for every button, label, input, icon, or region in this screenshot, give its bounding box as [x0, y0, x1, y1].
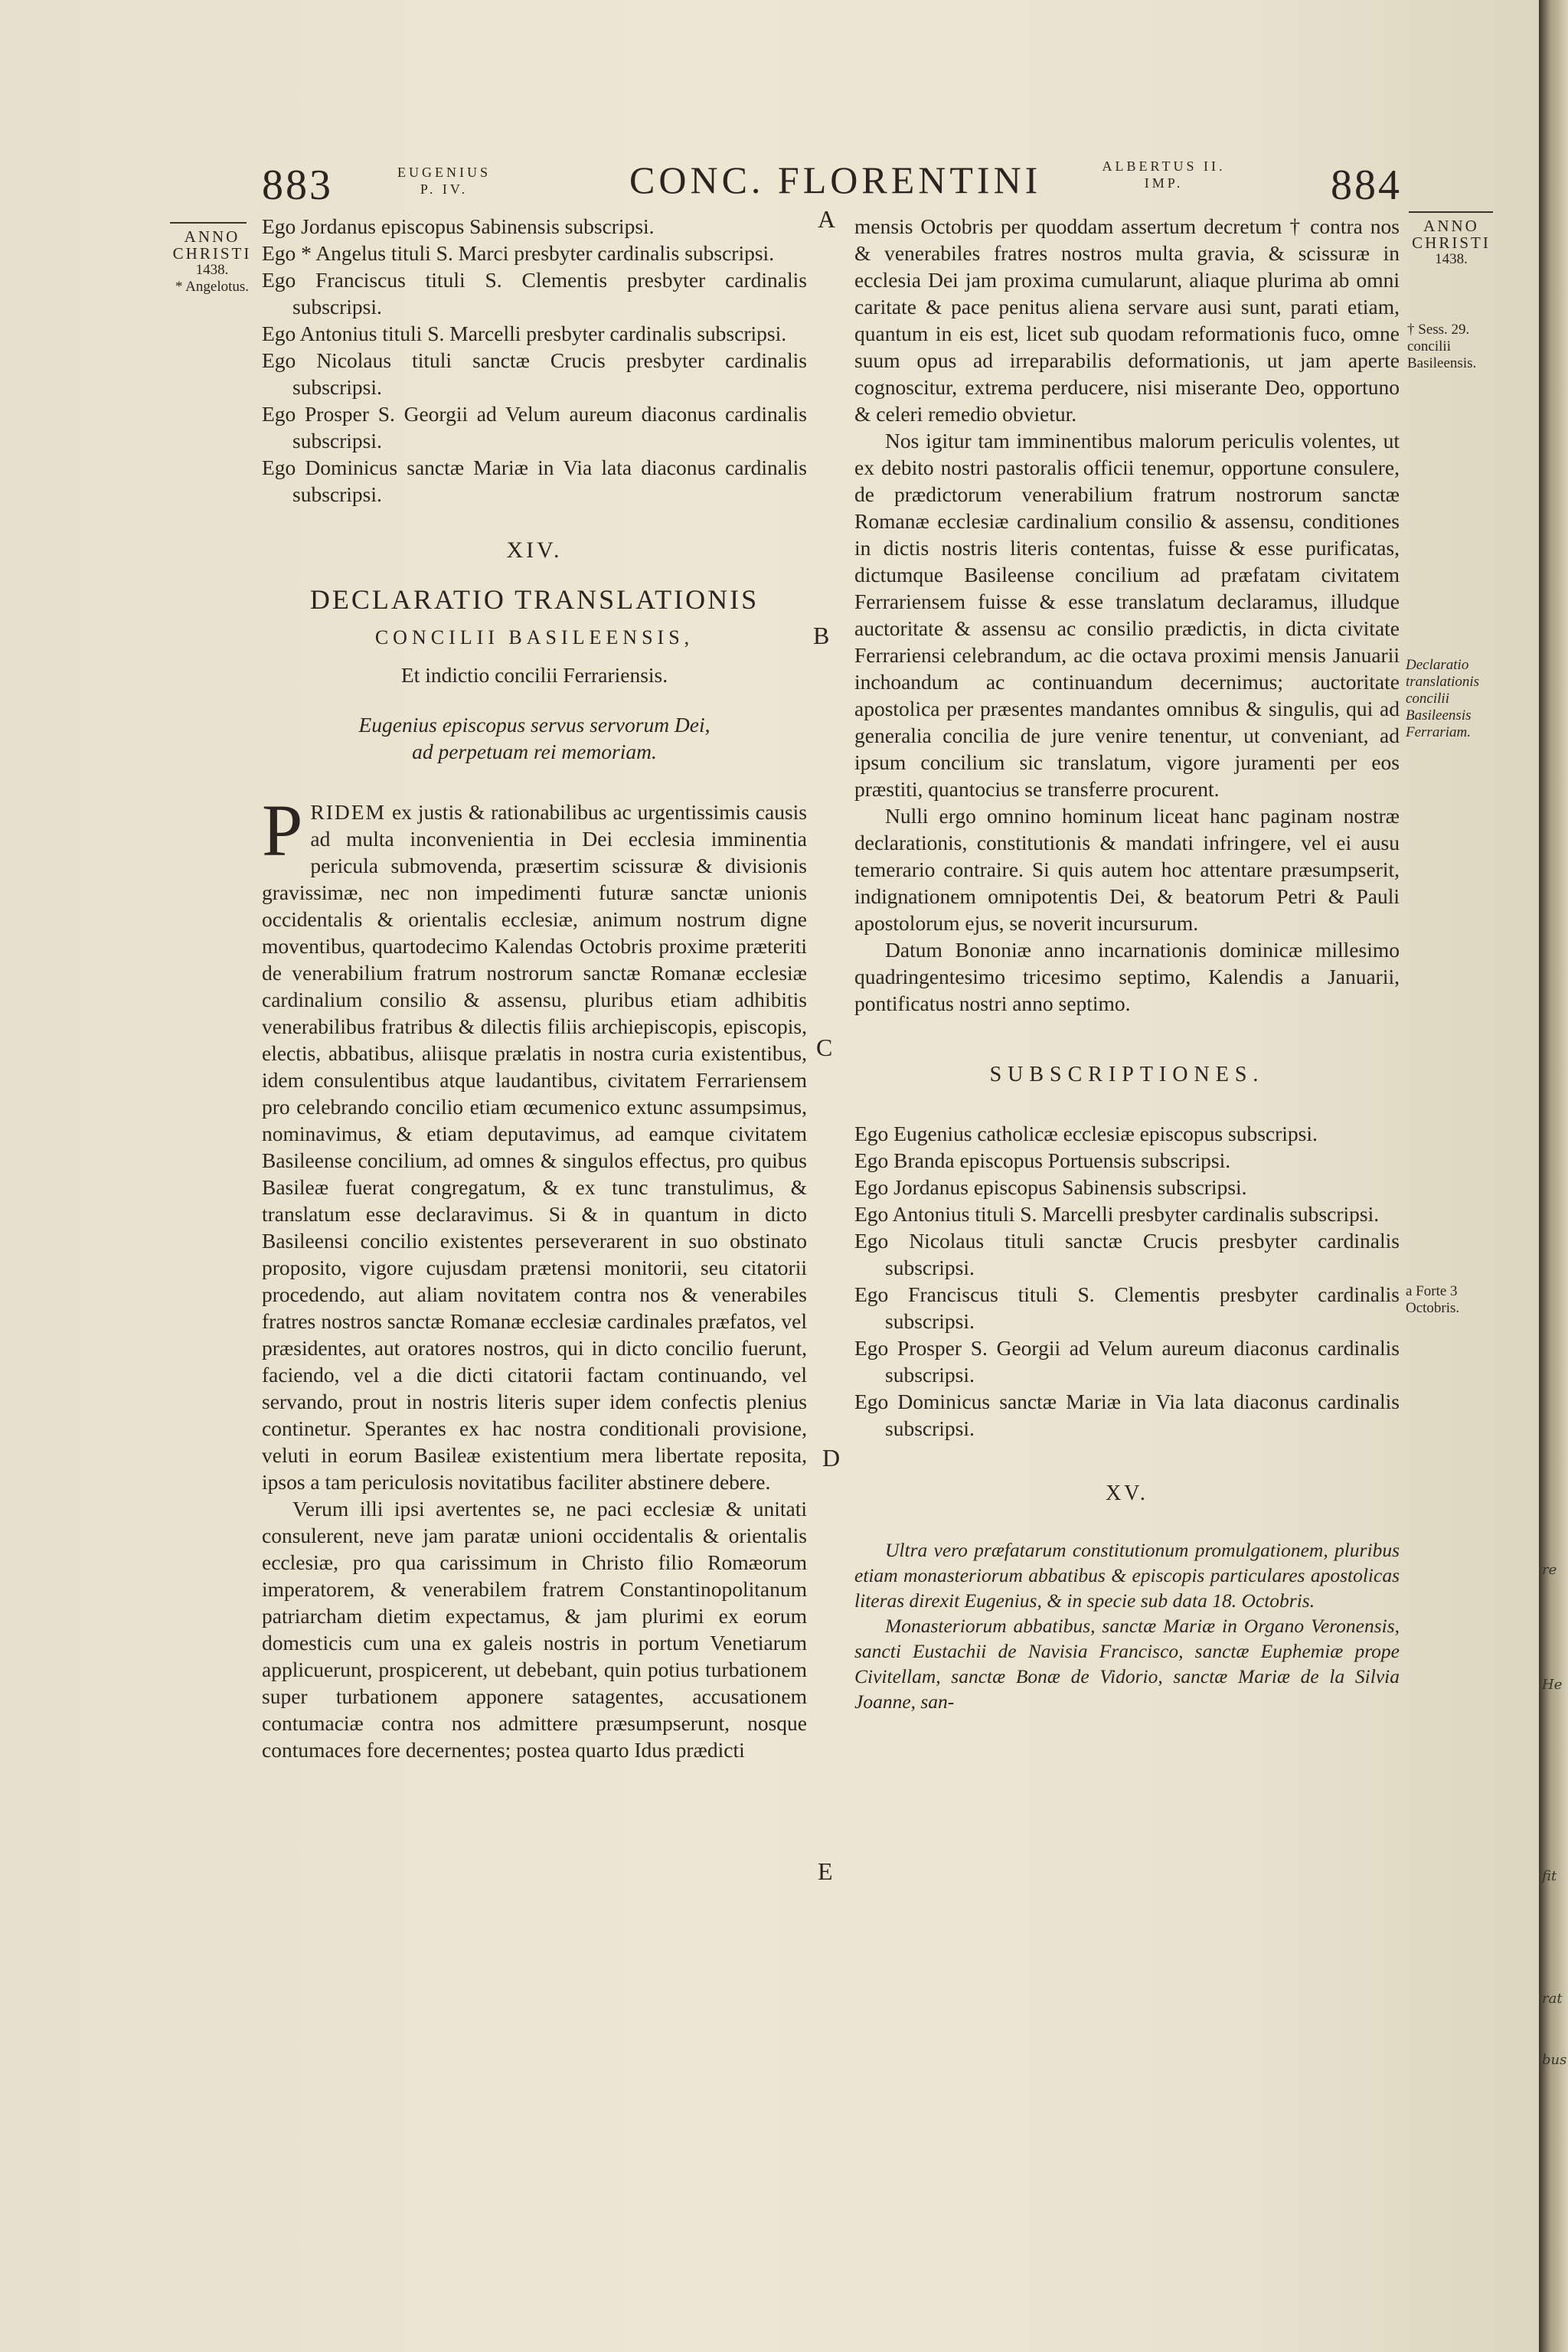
section-number-xv: XV.	[1106, 1481, 1148, 1505]
subscription-line: Ego Franciscus tituli S. Clementis presbyter cardinalis subscripsi.	[262, 268, 807, 318]
right-column	[854, 213, 1400, 1714]
margin-anno-right: ANNO	[1423, 217, 1479, 235]
margin-christi-right: CHRISTI	[1412, 234, 1491, 252]
subscription-line: Ego Dominicus sanctæ Mariæ in Via lata diaconus cardinalis subscripsi.	[854, 1390, 1400, 1440]
page-title: CONC. FLORENTINI	[629, 158, 1042, 201]
margin-footnote-left: * Angelotus.	[175, 279, 250, 295]
margin-note-sess: † Sess. 29. concilii Basileensis.	[1407, 322, 1477, 371]
edge-fragment: rat	[1542, 1991, 1563, 2007]
subscription-line: Ego Nicolaus tituli sanctæ Crucis presbyter cardinalis subscripsi.	[262, 348, 807, 399]
edge-fragment: bus	[1542, 2052, 1567, 2068]
left-column	[262, 213, 807, 1763]
margin-note-left	[170, 228, 254, 296]
section-letter-b: B	[813, 622, 830, 649]
margin-year-right: 1438.	[1435, 251, 1468, 267]
section-heading: DECLARATIO TRANSLATIONIS	[309, 584, 760, 615]
section-subheading: CONCILII BASILEENSIS,	[374, 626, 694, 648]
section-subtitle: Et indictio concilii Ferrariensis.	[400, 663, 668, 687]
subscription-line: Ego * Angelus tituli S. Marci presbyter cardinalis subscripsi.	[262, 241, 775, 265]
margin-note-declaratio: Declaratio translationis concilii Basileensis Ferrariam.	[1406, 657, 1480, 740]
subscriptions-heading: SUBSCRIPTIONES.	[989, 1063, 1265, 1086]
subscription-line: Ego Nicolaus tituli sanctæ Crucis presbyter cardinalis subscripsi.	[854, 1229, 1400, 1279]
body-paragraph: Nos igitur tam imminentibus malorum periculis volentes, ut ex debito nostri pastoralis officii tenemur, opportune consulere, de prædictorum venerabilium fratrum nostrorum sanctæ Romanæ ecclesiæ cardinalium consilio & assensu, conditiones in dictis nostris literis contentas, fuisse & esse purificatas, dictumque Basileense concilium ad præfatam civitatem Ferrariensem fuisse & esse translatum declaramus, illudque auctoritate & assensu ac consilio prædictis, in dicta civitate Ferrariensi celebrandum, ac die octava proximi mensis Januarii inchoandum ac continuandum decernimus; auctoritate apostolica per præsentes mandantes omnibus & singulis, qui ad generalia concilia de jure venire tenentur, ut conveniant, ad ipsum concilium sic translatum, vigore juramenti per eos præstiti, quantocius se transferre procurent.	[854, 429, 1400, 801]
section-letter-d: D	[822, 1444, 841, 1472]
italic-paragraph: Ultra vero præfatarum constitutionum promulgationem, pluribus etiam monasteriorum abbatibus & episcopis particulares apostolicas literas direxit Eugenius, & in specie sub data 18. Octobris.	[854, 1539, 1400, 1612]
running-head-right	[1095, 158, 1233, 191]
page-number-right: 884	[1331, 162, 1402, 209]
margin-note-forte: a Forte 3 Octobris.	[1406, 1283, 1460, 1316]
margin-year-left: 1438.	[195, 262, 229, 278]
salutation-line1: Eugenius episcopus servus servorum Dei,	[358, 713, 710, 737]
subscription-line: Ego Dominicus sanctæ Mariæ in Via lata diaconus cardinalis subscripsi.	[262, 456, 807, 506]
running-head-left-line1: EUGENIUS	[397, 165, 491, 180]
subscription-line: Ego Prosper S. Georgii ad Velum aureum diaconus cardinalis subscripsi.	[262, 402, 807, 452]
section-number-xiv: XIV.	[506, 537, 563, 563]
edge-fragment: fit	[1542, 1868, 1557, 1884]
running-head-left	[383, 164, 505, 198]
dating-clause: Datum Bononiæ anno incarnationis dominicæ millesimo quadringentesimo tricesimo septimo, Kalendis a Januarii, pontificatus nostri anno septimo.	[854, 938, 1400, 1015]
edge-fragment: re	[1542, 1562, 1557, 1578]
margin-anno-left: ANNO	[184, 227, 240, 246]
running-head-right-line1: ALBERTUS II.	[1102, 158, 1226, 174]
section-letter-e: E	[818, 1857, 833, 1885]
subscription-line: Ego Jordanus episcopus Sabinensis subscripsi.	[854, 1175, 1247, 1199]
italic-paragraph: Monasteriorum abbatibus, sanctæ Mariæ in Organo Veronensis, sancti Eustachii de Navisia Francisco, sanctæ Euphemiæ prope Civitellam, sanctæ Bonæ de Vidorio, sanctæ Mariæ de la Silvia Joanne, san-	[854, 1615, 1400, 1713]
drop-cap: P	[262, 789, 303, 871]
running-head-left-line2: P. IV.	[420, 181, 469, 197]
margin-rule-right	[1409, 211, 1493, 213]
first-word: RIDEM	[310, 800, 387, 824]
body-paragraph: mensis Octobris per quoddam assertum decretum † contra nos & venerabiles fratres nostros multa gravia, & scissuræ in ecclesia Dei jam proxima cumularunt, aliaque plurima ab omni caritate & pace penitus aliena servare ausi sunt, parati etiam, quantum in eis est, licet sub quodam reformationis fuco, omne suum opus ad irreparabilis deformationis, ut jam aperte cognoscitur, extrema perducere, nisi miserante Deo, opportuno & celeri remedio obvietur.	[854, 214, 1400, 426]
margin-note-right-year	[1407, 217, 1495, 268]
body-paragraph: Verum illi ipsi avertentes se, ne paci ecclesiæ & unitati consulerent, neve jam paratæ unioni occidentalis & orientalis ecclesiæ, pro qua carissimum in Christo filio Romæorum imperatorem, & venerabilem fratrem Constantinopolitanum patriarcham dietim expectamus, & jam plurimi ex eorum domesticis cum una ex galeis nostris in portum Venetiarum applicuerunt, prospicerent, ut debebant, quin potius turbationem super turbationem apponere satagentes, accusationem contumaciæ contra nos admittere præsumpserunt, nosque contumaces fore decernentes; postea quarto Idus prædicti	[262, 1497, 807, 1762]
running-head-right-line2: IMP.	[1144, 175, 1184, 191]
subscription-line: Ego Antonius tituli S. Marcelli presbyter cardinalis subscripsi.	[262, 322, 787, 345]
subscription-line: Ego Antonius tituli S. Marcelli presbyter cardinalis subscripsi.	[854, 1202, 1380, 1226]
subscription-line: Ego Prosper S. Georgii ad Velum aureum diaconus cardinalis subscripsi.	[854, 1336, 1400, 1387]
edge-fragment: He	[1542, 1677, 1563, 1693]
body-paragraph: Nulli ergo omnino hominum liceat hanc paginam nostræ declarationis, constitutionis & mandati infringere, vel ei ausu temerario contraire. Si quis autem hoc attentare præsumpserit, indignationem omnipotentis Dei, & beatorum Petri & Pauli apostolorum ejus, se noverit incursurum.	[854, 804, 1400, 935]
subscription-line: Ego Eugenius catholicæ ecclesiæ episcopus subscripsi.	[854, 1122, 1318, 1145]
margin-christi-left: CHRISTI	[172, 244, 252, 263]
subscription-line: Ego Branda episcopus Portuensis subscripsi.	[854, 1148, 1231, 1172]
subscription-line: Ego Franciscus tituli S. Clementis presbyter cardinalis subscripsi.	[854, 1282, 1400, 1333]
body-paragraph	[262, 789, 808, 1495]
section-letter-a: A	[818, 205, 836, 233]
margin-rule-left	[170, 222, 247, 224]
section-letter-c: C	[816, 1034, 833, 1061]
salutation-line2: ad perpetuam rei memoriam.	[412, 740, 657, 763]
paragraph-text: ex justis & rationabilibus ac urgentissimis causis ad multa inconvenientia in Dei ecclesia imminentia pericula submovenda, præsertim scissuræ & divisionis gravissimæ, nec non impedimenti futuræ sanctæ unionis occidentalis & orientalis ecclesiæ, animum nostrum digne moventibus, quartodecimo Kalendas Octobris proxime præteriti de venerabilium fratrum nostrorum sanctæ Romanæ ecclesiæ cardinalium consilio & assensu, pluribus etiam adhibitis venerabilibus fratribus & dilectis filiis archiepiscopis, episcopis, electis, abbatibus, aliisque prælatis in nostra curia existentibus, idem consulentibus atque laudantibus, civitatem Ferrariensem pro celebrando concilio etiam œcumenico extunc assumpsimus, nominavimus, & etiam deputavimus, ad eamque civitatem Basileense concilium, ad omnes & singulos effectus, pro quibus Basileæ fuerat congregatum, & ex tunc transtulimus, & translatum esse declaravimus. Si & in quantum in dicto Basileensi concilio existentes perseverarent in suo obstinato proposito, vigore cujusdam prætensi monitorii, seu citatorii procedendo, aut aliam novitatem contra nos & venerabiles fratres nostros sanctæ Romanæ ecclesiæ cardinales præfatos, vel præsidentes, aut oratores nostros, qui in dicto concilio fuerunt, faciendo, vel a die dicti citatorii factam continuando, vel servando, prout in nostris literis super idem confectis plenius continetur. Sperantes ex hac nostra conditionali provisione, veluti in eorum Basileæ existentium mera libertate reposita, ipsos a tam periculosis novitatibus faciliter abstinere debere.	[262, 800, 808, 1494]
subscription-line: Ego Jordanus episcopus Sabinensis subscripsi.	[262, 214, 655, 238]
page-number-left: 883	[262, 162, 333, 209]
